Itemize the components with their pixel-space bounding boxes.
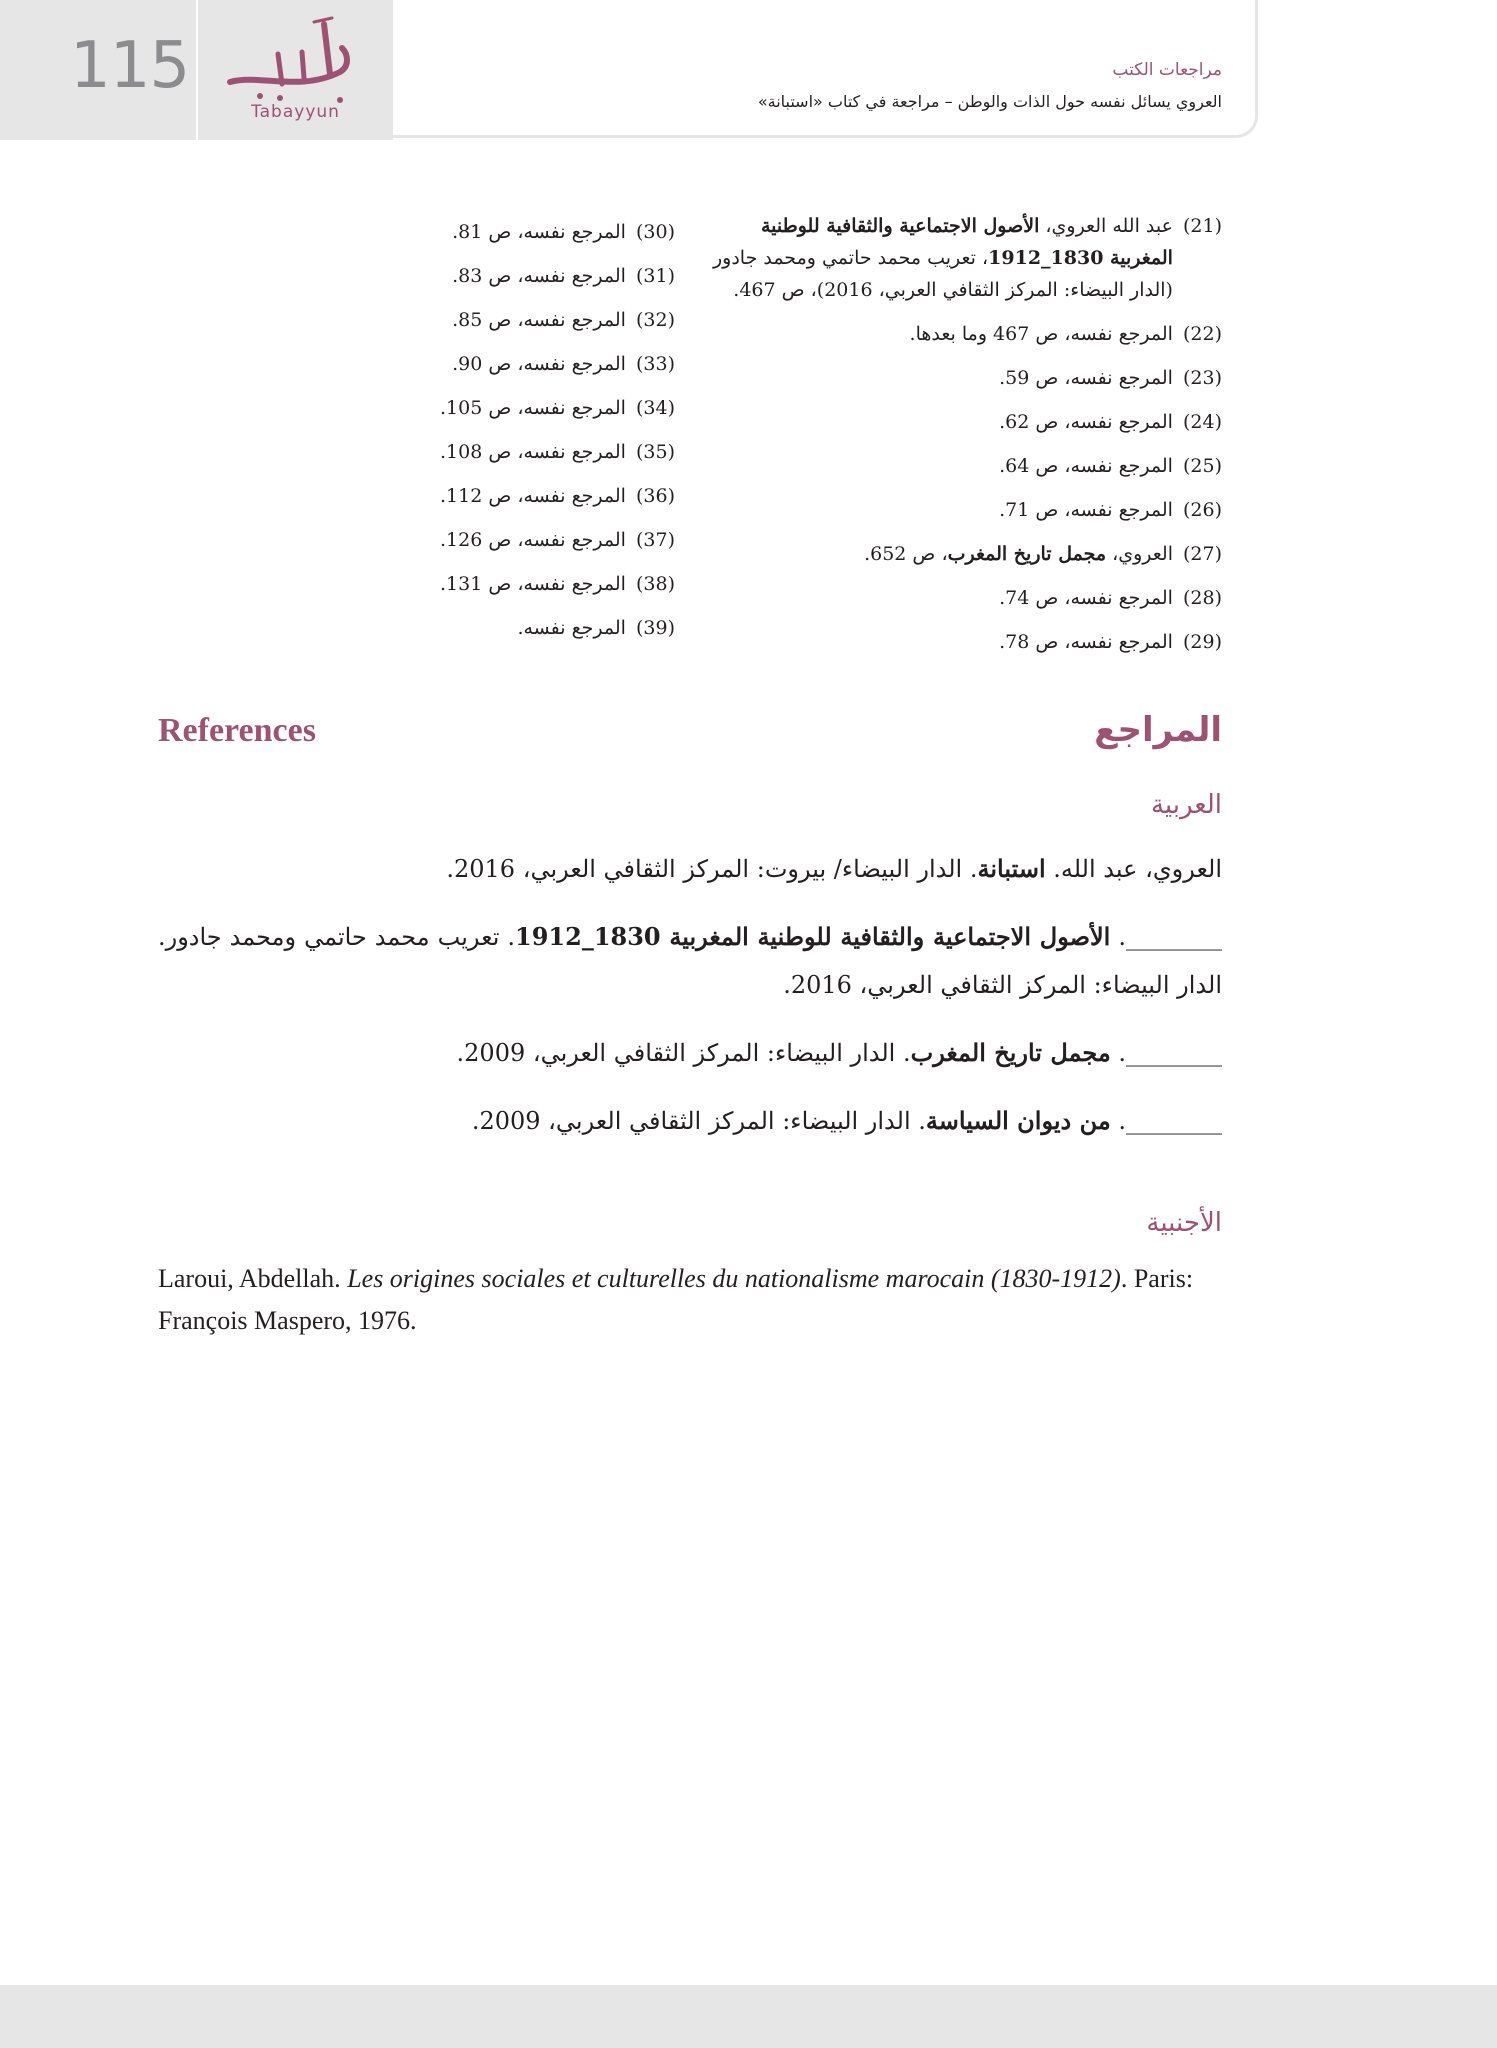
- footnote-item: (25) المرجع نفسه، ص 64.: [999, 455, 1222, 477]
- references-title-arabic: المراجع: [1094, 710, 1222, 750]
- reference-entry: ________. مجمل تاريخ المغرب. الدار البيضاء: المركز الثقافي العربي، 2009.: [456, 1038, 1222, 1067]
- footnotes-right-column: [702, 210, 1222, 664]
- footnote-item: (30) المرجع نفسه، ص 81.: [452, 221, 675, 243]
- footnote-item: (38) المرجع نفسه، ص 131.: [440, 573, 675, 595]
- page-number: 115: [70, 29, 190, 103]
- footnote-item: (27) العروي، مجمل تاريخ المغرب، ص 652.: [864, 543, 1222, 565]
- logo-text: Tabayyun: [251, 102, 340, 122]
- reference-entry: ________. الأصول الاجتماعية والثقافية للوطنية المغربية 1830_1912. تعريب محمد حاتمي ومحمد جادور. الدار البيضاء: المركز الثقافي العربي، 2016.: [158, 922, 1222, 999]
- footnote-item: (22) المرجع نفسه، ص 467 وما بعدها.: [909, 323, 1222, 345]
- references-title-english: References: [158, 712, 316, 749]
- footnote-item: (39) المرجع نفسه.: [517, 617, 675, 639]
- footnote-item: (26) المرجع نفسه، ص 71.: [999, 499, 1222, 521]
- reference-entry: ________. من ديوان السياسة. الدار البيضاء: المركز الثقافي العربي، 2009.: [471, 1106, 1222, 1135]
- arabic-references-list: [158, 845, 1222, 1165]
- footer-bar: [0, 1985, 1497, 2048]
- footnote-item: (33) المرجع نفسه، ص 90.: [452, 353, 675, 375]
- footnote-item: (34) المرجع نفسه، ص 105.: [440, 397, 675, 419]
- reference-entry: العروي، عبد الله. استبانة. الدار البيضاء/ بيروت: المركز الثقافي العربي، 2016.: [446, 854, 1222, 883]
- footnotes-left-column: [375, 210, 675, 650]
- foreign-reference-entry: Laroui, Abdellah. Les origines sociales et culturelles du nationalisme marocain (1830-1912). Paris: François Maspero, 1976.: [158, 1264, 1194, 1335]
- bold-title: الأصول الاجتماعية والثقافية للوطنية المغربية 1830_1912: [760, 215, 1173, 269]
- section-title: مراجعات الكتب: [1112, 60, 1222, 80]
- footnote-item: (23) المرجع نفسه، ص 59.: [999, 367, 1222, 389]
- footnote-item: (32) المرجع نفسه، ص 85.: [452, 309, 675, 331]
- footnote-item: (29) المرجع نفسه، ص 78.: [999, 631, 1222, 653]
- footnote-item: (24) المرجع نفسه، ص 62.: [999, 411, 1222, 433]
- footnote-item: (28) المرجع نفسه، ص 74.: [999, 587, 1222, 609]
- journal-logo: [198, 0, 393, 140]
- footnote-item: (35) المرجع نفسه، ص 108.: [440, 441, 675, 463]
- foreign-references-heading: الأجنبية: [1146, 1208, 1222, 1238]
- article-title: العروي يسائل نفسه حول الذات والوطن – مراجعة في كتاب «استبانة»: [757, 92, 1222, 111]
- tabayyun-logo-icon: [220, 14, 370, 104]
- arabic-references-heading: العربية: [1150, 790, 1222, 820]
- footnote-item: (36) المرجع نفسه، ص 112.: [440, 485, 675, 507]
- footnote-item: (21) عبد الله العروي، الأصول الاجتماعية والثقافية للوطنية المغربية 1830_1912، تعريب محمد حاتمي ومحمد جادور (الدار البيضاء: المركز الثقافي العربي، 2016)، ص 467.: [712, 215, 1222, 301]
- footnote-item: (37) المرجع نفسه، ص 126.: [440, 529, 675, 551]
- footnote-item: (31) المرجع نفسه، ص 83.: [452, 265, 675, 287]
- page-number-box: [0, 0, 196, 140]
